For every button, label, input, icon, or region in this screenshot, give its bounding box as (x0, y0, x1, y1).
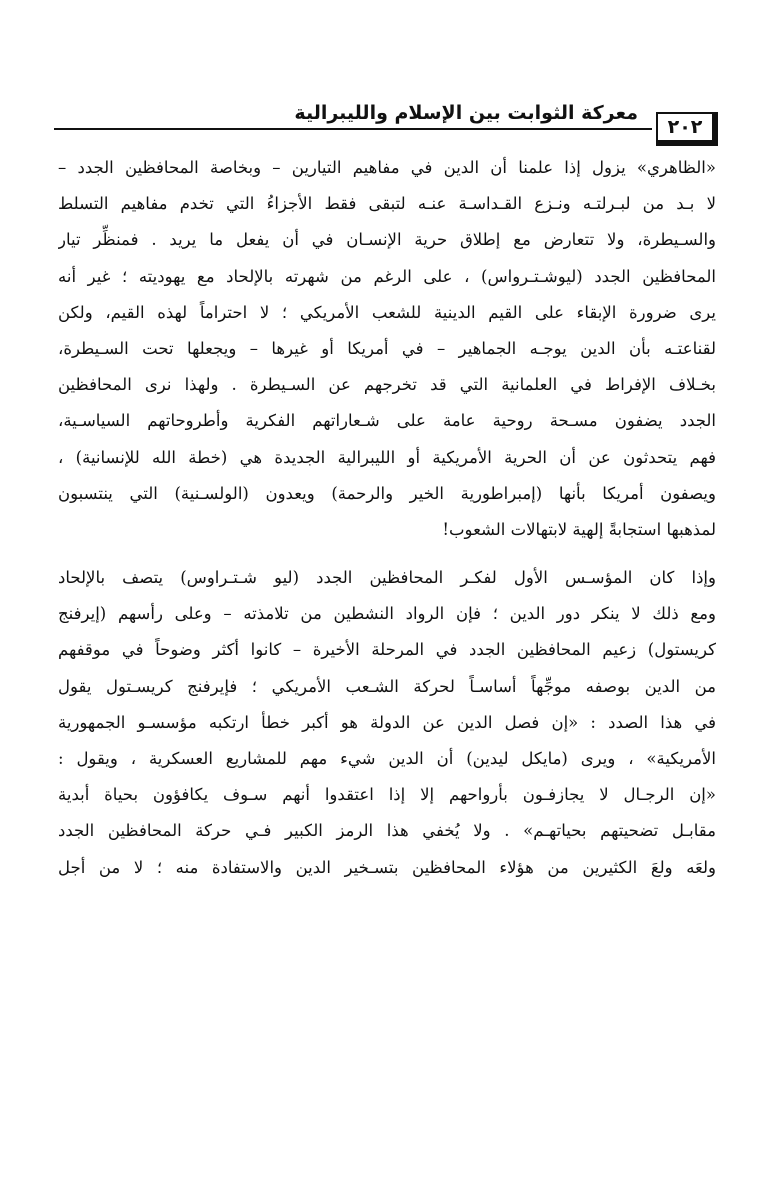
paragraph-1 (58, 150, 716, 548)
paragraph-gap (58, 548, 716, 560)
text-line: المحافظين الجدد (ليوشـتـرواس) ، على الرغم من شهرته بالإلحاد مع يهوديته ؛ غير أنه (58, 266, 716, 286)
text-line: ولعَه ولعَ الكثيرين من هؤلاء المحافظين بتسـخير الدين والاستفادة منه ؛ لا من أجل (58, 857, 716, 877)
text-line: من الدين بوصفه موجِّهاً أساسـاً لحركة الشـعب الأمريكي ؛ فإيرفنج كريسـتول يقول (58, 676, 716, 696)
header-rule (54, 128, 652, 130)
text-line: يرى ضرورة الإبقاء على القيم الدينية للشعب الأمريكي ؛ لا احتراماً لهذه القيم، ولكن (58, 302, 716, 322)
text-line: «إن الرجـال لا يجازفـون بأرواحهم إلا إذا اعتقدوا أنهم سـوف يكافؤون بحياة أبدية (58, 785, 716, 805)
text-line: الجدد يضفون مسـحة روحية عامة على شـعاراتهم الفكرية وأطروحاتهم السياسـية، (58, 411, 716, 431)
text-line: ومع ذلك لا ينكر دور الدين ؛ فإن الرواد النشطين من تلامذته – وعلى رأسهم (إيرفنج (58, 604, 716, 624)
paragraph-2 (58, 560, 716, 886)
body-text (58, 150, 716, 886)
text-line: مقابـل تضحيتهم بحياتهـم» . ولا يُخفي هذا الرمز الكبير فـي حركة المحافظين الجدد (58, 821, 716, 841)
text-line: بخـلاف الإفراط في العلمانية التي قد تخرجهم عن السـيطرة . ولهذا نرى المحافظين (58, 375, 716, 395)
text-line: «الظاهري» يزول إذا علمنا أن الدين في مفاهيم التيارين – وبخاصة المحافظين الجدد – (58, 158, 716, 177)
text-line: وإذا كان المؤسـس الأول لفكـر المحافظين الجدد (ليو شـتـراوس) يتصف بالإلحاد (58, 568, 716, 588)
running-header (54, 94, 718, 144)
text-line: والسـيطرة، ولا تتعارض مع إطلاق حرية الإنسـان في أن يفعل ما يريد . فمنظِّر تيار (58, 230, 716, 250)
text-line: فهم يتحدثون عن أن الحرية الأمريكية أو الليبرالية الجديدة هي (خطة الله للإنسانية) ، (58, 447, 716, 467)
text-line: كريستول) زعيم المحافظين الجدد في المرحلة الأخيرة – كانوا أكثر وضوحاً في موقفهم (58, 640, 716, 660)
text-line: لمذهبها استجابةً إلهية لابتهالات الشعوب! (442, 519, 716, 539)
text-line: الأمريكية» ، ويرى (مايكل ليدين) أن الدين شيء مهم للمشاريع العسكرية ، ويقول : (58, 749, 716, 768)
text-line: في هذا الصدد : «إن فصل الدين عن الدولة هو أكبر خطأ ارتكبه مؤسسـو الجمهورية (58, 712, 716, 732)
text-line: ويصفون أمريكا بأنها (إمبراطورية الخير والرحمة) ويعدون (الولسـنية) التي ينتسبون (58, 483, 716, 503)
text-line: لا بـد من لبـرلتـه ونـزع القـداسـة عنـه لتبقى فقط الأجزاءُ التي تخدم مفاهيم التسلط (58, 194, 716, 214)
page-number: ٢٠٢ (656, 112, 718, 146)
text-line: لقناعتـه بأن الدين يوجـه الجماهير – في أمريكا أو غيرها – ويجعلها تحت السـيطرة، (58, 338, 716, 358)
header-title: معركة الثوابت بين الإسلام والليبرالية (294, 102, 638, 124)
